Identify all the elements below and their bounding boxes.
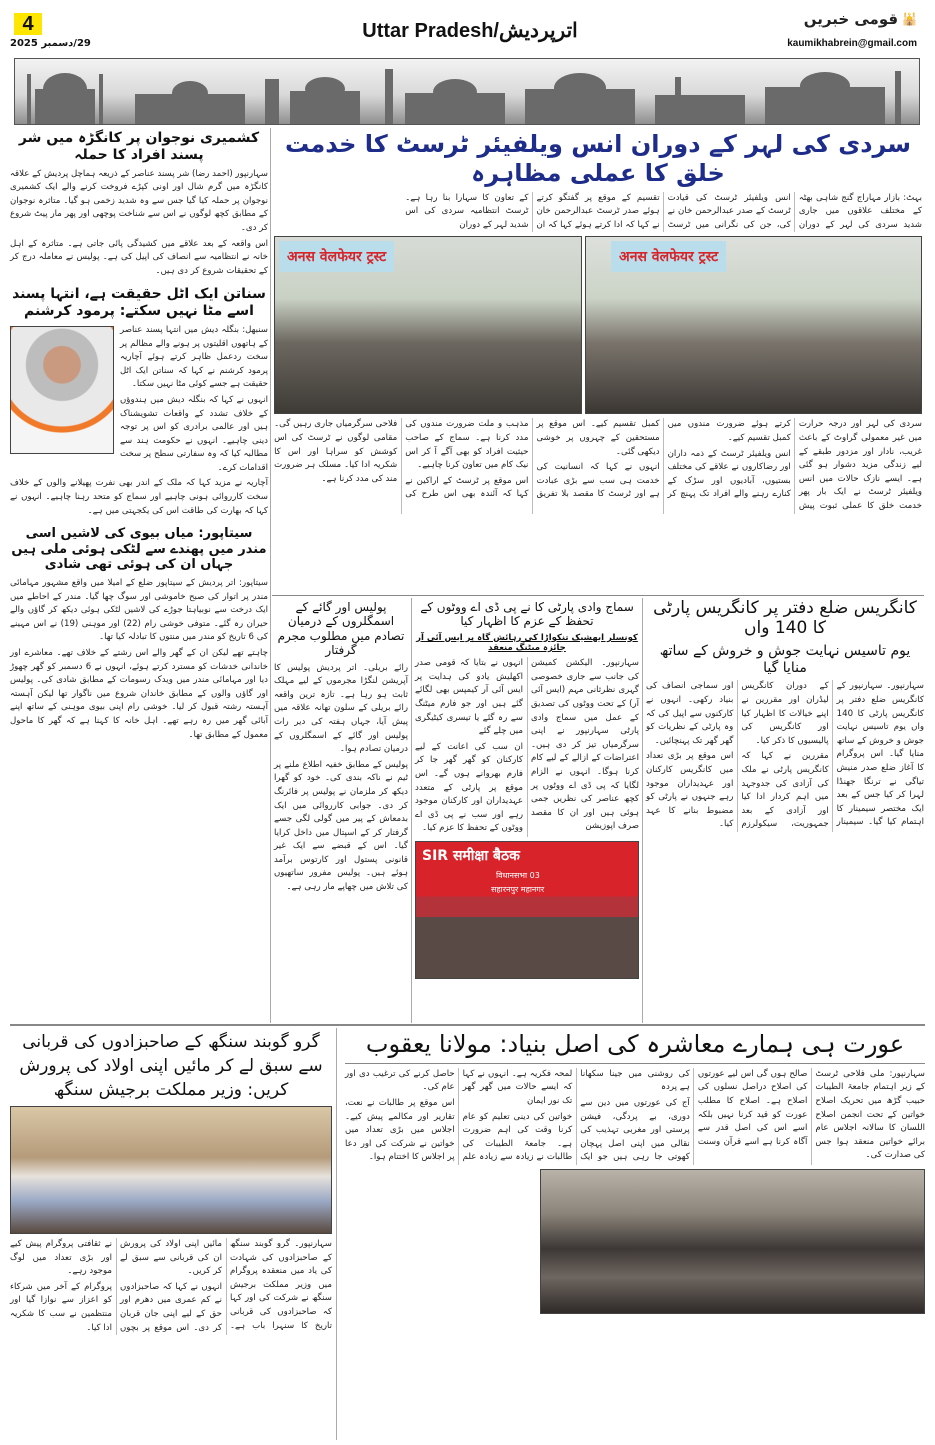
left-column — [10, 130, 268, 744]
paragraph: رائے بریلی۔ اتر پردیش پولیس کا آپریشن لنگڑا مجرموں کے لیے مہلک ثابت ہو رہا ہے۔ تازہ ترین واقعہ رائے بریلی کے سلون تھانہ علاقہ میں پیش آیا، جہاں ہفتہ کی دیر رات پولیس اور گائے کے اسمگلروں کے درمیان تصادم ہوا۔ — [274, 662, 408, 755]
issue-date: 29/دسمبر 2025 — [10, 38, 91, 49]
women-gathering-photo — [540, 1169, 925, 1314]
congress-headline: کانگریس ضلع دفتر پر کانگریس پارٹی کا 140 واں — [653, 598, 917, 639]
sanatan-headline: سناتن ایک اٹل حقیقت ہے، انتہا پسند اسے مٹا نہیں سکتے: پرمود کرشنم — [12, 286, 266, 320]
paragraph: چاہتے تھے لیکن ان کے گھر والے اس رشتے کے خلاف تھے۔ معاشرے اور خاندانی خدشات کو مسترد کرتے ہوئے، انہوں نے 6 دسمبر کو گھر چھوڑ دیا اور مہامائی مندر میں ویدک رسومات کے مطابق شادی کی۔ پولیس اور گاؤں والوں کے مطابق خاندان شروع میں ناگوار تھا لیکن آہستہ آہستہ رشتہ قبول کر لیا۔ خوشی رام اپنی بیوی موہنی کے ساتھ اپنے آبائی گھر میں رہ رہے تھے۔ اہل خانہ کا کہنا ہے کہ گھر کا ماحول معمول کے مطابق تھا۔ — [10, 648, 268, 740]
sp-body — [415, 657, 639, 837]
newspaper-logo — [804, 10, 917, 28]
welfare-body — [274, 418, 922, 513]
paragraph: آچاریہ نے مزید کہا کہ ملک کے اندر بھی نفرت پھیلانے والوں کے خلاف سخت کارروائی ہونی چاہیے اور سماج کو متحد رہنا چاہیے۔ انہوں نے کہا کہ بھارت کی طاقت اس کی یکجہتی میں ہے۔ — [10, 478, 268, 516]
welfare-article — [274, 130, 922, 514]
logo-text: قومی خبریں — [803, 10, 899, 28]
guru-body — [10, 1238, 332, 1335]
kashmir-body — [10, 168, 268, 279]
guru-article — [10, 1030, 332, 1335]
welfare-banner: अनस वेलफेयर ट्रस्ट — [279, 241, 394, 272]
paragraph: مقررین نے کہا کہ کانگریس پارٹی نے ملک کی آزادی کی جدوجہد میں اہم کردار ادا کیا اور آزادی کے بعد جمہوریت، سیکولرزم اور سماجی انصاف کی بنیاد رکھی۔ انہوں نے کارکنوں سے اپیل کی کہ وہ پارٹی کے نظریات کو گھر گھر تک پہنچائیں۔ — [646, 681, 829, 830]
paragraph: سردی کی لہر اور درجہ حرارت میں غیر معمولی گراوٹ کے باعث غریب، نادار اور مزدور طبقے کے لیے زندگی مزید دشوار ہو گئی ہے۔ ایسے نازک حالات میں انس ویلفیئر ٹرسٹ نے ایک بار پھر خدمت خلق کا عملی ثبوت پیش کرتے ہوئے ضرورت مندوں میں کمبل تقسیم کیے۔ — [667, 419, 922, 511]
paragraph: سہارنپور۔ سہارنپور کے کانگریس ضلع دفتر پر کانگریس پارٹی کا 140 واں یوم تاسیس نہایت جوش و خروش کے ساتھ منایا گیا۔ اس پروگرام کا آغاز ضلع صدر منیش تیاگی نے ترنگا جھنڈا لہرا کر کیا جس کے بعد ایک مختصر سیمینار کا اہتمام کیا گیا۔ سیمینار کے دوران کانگریس لیڈران اور مقررین نے اپنے خیالات کا اظہار کیا اور کانگریس کی پالیسیوں کا ذکر کیا۔ — [741, 681, 924, 828]
welfare-photos — [274, 236, 922, 414]
guru-event-photo — [10, 1106, 332, 1234]
paragraph: سنبھل: بنگلہ دیش میں انتہا پسند عناصر کے ہاتھوں اقلیتوں پر ہونے والے مظالم پر سخت ردعمل ظاہر کرتے ہوئے آچاریہ پرمود کرشنم نے کہا کہ سناتن ایک اٹل حقیقت ہے جسے کوئی مٹا نہیں سکتا۔ — [120, 324, 268, 390]
paragraph: سہارنپور۔ گرو گوبند سنگھ کے صاحبزادوں کی شہادت کی یاد میں منعقدہ پروگرام میں وزیر مملکت برجیش سنگھ نے شرکت کی اور کہا کہ صاحبزادوں کی قربانی تاریخ کا سنہرا باب ہے۔ مائیں اپنی اولاد کی پرورش ان کی قربانی سے سبق لے کر کریں۔ — [120, 1239, 332, 1331]
guru-headline: گرو گوبند سنگھ کے صاحبزادوں کی قربانی سے سبق لے کر مائیں اپنی اولاد کی پرورش کریں: وزیر مملکت برجیش سنگھ — [19, 1032, 323, 1100]
congress-subheadline: یوم تاسیس نہایت جوش و خروش کے ساتھ منایا گیا — [659, 642, 911, 676]
paragraph: اس موقع پر ٹرسٹ کے اراکین نے کہا کہ آئندہ بھی اس طرح کی فلاحی سرگرمیاں جاری رہیں گی۔ مقامی لوگوں نے ٹرسٹ کی اس کوشش کو سراہا اور اس کا شکریہ ادا کیا۔ مسلک ہر ضرورت مند کی مدد کرنا ہے۔ — [274, 419, 529, 500]
sir-banner-sub1: विधानसभा 03 — [496, 870, 540, 880]
paragraph: سہارنپور: ملی فلاحی ٹرسٹ کے زیر اہتمام جامعۃ الطیبات حبیب گڑھ میں تحریک اصلاح خواتین کے تحت انجمن اصلاح اللسان کا سالانہ اجلاس عام برائے خواتین منعقد ہوا جس کی صدارت کی۔ — [815, 1068, 925, 1161]
congress-body — [646, 680, 924, 832]
paragraph: سہارنپور (احمد رضا) شر پسند عناصر کے ذریعہ ہماچل پردیش کے علاقہ کانگڑہ میں گرم شال اور اونی کپڑے فروخت کرنے والے ایک کشمیری نوجوان پر حملہ کیا گیا جس سے وہ شدید زخمی ہو گیا۔ متاثرہ نوجوان کے مطابق کچھ لوگوں نے اس سے شناخت پوچھی اور پھر مار پیٹ شروع کر دی۔ — [9, 168, 268, 233]
kashmir-headline: کشمیری نوجوان پر کانگڑہ میں شر پسند افراد کا حملہ — [18, 130, 260, 163]
sitapur-body — [10, 577, 268, 742]
police-headline: پولیس اور گائے کے اسمگلروں کے درمیان تصادم میں مطلوب مجرم گرفتار — [277, 600, 405, 658]
paragraph: اس واقعہ کے بعد علاقے میں کشیدگی پائی جاتی ہے۔ متاثرہ کے اہل خانہ نے انتظامیہ سے انصاف کی اپیل کی ہے۔ پولیس نے معاملہ درج کر کے تحقیقات شروع کر دی ہیں۔ — [10, 238, 268, 276]
paragraph: اس موقع پر طالبات نے نعت، تقاریر اور مکالمے پیش کیے۔ اجلاس میں بڑی تعداد میں خواتین نے شرکت کی اور دعا پر اجلاس کا اختتام ہوا۔ — [345, 1097, 455, 1163]
police-article — [274, 600, 408, 897]
welfare-photo-right — [585, 236, 922, 414]
skyline-banner — [14, 58, 920, 125]
paragraph: پولیس کے مطابق خفیہ اطلاع ملنے پر ٹیم نے ناکہ بندی کی۔ خود کو گھرا دیکھ کر ملزمان نے پولیس پر فائرنگ کر دی۔ جوابی کارروائی میں ایک بدمعاش کے پیر میں گولی لگی جسے گرفتار کر کے اسپتال میں داخل کرایا گیا۔ اس کے قبضے سے ایک غیر قانونی پستول اور کارتوس برآمد ہوئے ہیں۔ پولیس مفرور ساتھیوں کی تلاش میں چھاپے مار رہی ہے۔ — [274, 759, 408, 893]
section-title: Uttar Pradesh/اترپردیش — [362, 20, 578, 42]
dome-logo-icon: 🕌 — [902, 12, 917, 26]
paragraph: صالح ہوں گی اس لیے عورتوں کی اصلاح دراصل نسلوں کی اصلاح ہے۔ اصلاح کا مطلب عورت کو قید کرنا نہیں بلکہ اسے اس کی اصل قدر سے آگاہ کرنا ہے اسے قرآن وسنت کی روشنی میں جینا سکھانا ہے پردہ — [580, 1068, 808, 1147]
welfare-headline: سردی کی لہر کے دوران انس ویلفیئر ٹرسٹ کا خدمت خلق کا عملی مظاہرہ — [284, 130, 912, 187]
sp-headline: سماج وادی پارٹی کا نے پی ڈی اے ووٹوں کے تحفظ کے عزم کا اظہار کیا — [420, 600, 634, 629]
sitapur-headline: سیتاپور: میاں بیوی کی لاشیں اسی مندر میں پھندے سے لٹکی ہوئی ملی ہیں جہاں ان کی ہوئی تھی شادی — [11, 526, 267, 573]
section-divider — [272, 595, 924, 596]
page-number: 4 — [14, 13, 42, 35]
column-divider — [336, 1028, 337, 1440]
column-divider — [642, 598, 643, 1023]
congress-article — [646, 598, 924, 832]
sp-subheadline: کونسلر ابھشیک تنکواڑا کی رہائش گاہ پر ایس آئی آر جائزہ میٹنگ منعقد — [416, 632, 638, 653]
paragraph: خواتین کی دینی تعلیم کو عام کرنا وقت کی اہم ضرورت ہے۔ جامعۃ الطیبات کی طالبات نے زیادہ سے زیادہ علم حاصل کرنے کی ترغیب دی اور عام کی۔ — [345, 1068, 573, 1163]
paragraph: انہوں نے بتایا کہ قومی صدر اکھلیش یادو کی ہدایت پر ایس آئی آر کیمپس بھی لگائے گئے ہیں اور جو فارم میٹنگ سے رہ گئے یا تیسری کیٹیگری میں چلے گئے — [415, 658, 523, 737]
police-body — [274, 662, 408, 895]
contact-email[interactable]: kaumikhabrein@gmail.com — [787, 38, 917, 49]
paragraph: ان سب کی اعانت کے لیے کارکنان کو گھر گھر جا کر فارم بھروانے ہوں گے۔ اس موقع پر پارٹی کے متعدد عہدیداران اور کارکنان موجود رہے اور سب نے پی ڈی اے ووٹوں کے تحفظ کا عزم کیا۔ — [415, 741, 523, 834]
welfare-intro — [274, 192, 922, 233]
sir-banner-sub2: सहारनपुर महानगर — [491, 884, 545, 894]
women-article — [345, 1030, 925, 1314]
paragraph: سیتاپور: اتر پردیش کے سیتاپور ضلع کے امیلا میں واقع مشہور مہامائی مندر پر اتوار کی صبح خاموشی اور سوگ چھا گیا۔ مندر کے احاطے میں ایک درخت سے نوبیاہتا جوڑے کی لاشیں لٹکی ہوئی دیکھ کر گاؤں والے حیران رہ گئے۔ متوفی خوشی رام (22) اور موہنی (19) نے اس مہینے کی 6 تاریخ کو مندر میں منتوں کا تبادلہ کیا تھا۔ — [10, 578, 268, 643]
monuments-illustration — [15, 59, 919, 124]
masthead — [0, 0, 935, 58]
paragraph: انس ویلفیئر ٹرسٹ کے ذمہ داران اور رضاکاروں نے علاقے کی مختلف بستیوں، آبادیوں اور سڑک کے کنارے رہنے والے افراد تک پہنچ کر کمبل تقسیم کیے۔ اس موقع پر مستحقین کے چہروں پر خوشی دیکھی گئی۔ — [536, 419, 791, 500]
paragraph: بہٹ: بازار مہاراج گنج شاہی بھٹہ کے مختلف علاقوں میں جاری شدید سردی کی لہر کے دوران انس ویلفیئر ٹرسٹ کی قیادت ٹرسٹ کے صدر عبدالرحمن خان نے کی، جن کی نگرانی میں ٹرسٹ تقسیم کے موقع پر گفتگو کرتے ہوئے صدر ٹرسٹ عبدالرحمن خان نے کہا کہ ادا کرتے ہوئے کہا کہ ان کے تعاون کا سہارا بنا رہا ہے۔ ٹرسٹ انتظامیہ سردی کی اس شدید لہر کے دوران — [405, 192, 922, 230]
headline-underline — [345, 1063, 925, 1064]
sp-meeting-photo — [415, 841, 639, 979]
paragraph: انہوں نے کہا کہ صاحبزادوں نے کم عمری میں دھرم اور حق کے لیے اپنی جان قربان کر دی۔ اس موقع پر بچوں نے ثقافتی پروگرام پیش کیے اور بڑی تعداد میں لوگ موجود رہے۔ — [10, 1239, 222, 1333]
women-body — [345, 1068, 925, 1165]
section-divider — [10, 1024, 925, 1026]
paragraph: پروگرام کے آخر میں شرکاء کو اعزاز سے نوازا گیا اور منتظمین نے سب کا شکریہ ادا کیا۔ — [10, 1281, 112, 1333]
column-divider — [411, 598, 412, 1023]
paragraph: سہارنپور۔ الیکشن کمیشن کی جانب سے جاری خصوصی گہری نظرثانی مہم (ایس آئی آر) کے تحت ووٹوں کی تصدیق کے عمل میں سماج وادی پارٹی سہارنپور نے اپنی سرگرمیاں تیز کر دی ہیں۔ اعتراضات کے ازالے کے لیے کام کرنا ہوگا۔ انہوں نے الزام لگایا کہ پی ڈی اے ووٹوں پر کچھ عناصر کی نظریں جمی ہوئی ہیں اور ان کا مقصد صرف اپوزیشن — [531, 658, 639, 832]
welfare-banner: अनस वेलफेयर ट्रस्ट — [611, 241, 726, 272]
sp-article — [415, 600, 639, 979]
column-divider — [270, 128, 271, 1023]
women-headline: عورت ہی ہمارے معاشرہ کی اصل بنیاد: مولانا یعقوب — [365, 1030, 905, 1058]
paragraph: آج کی عورتوں میں دین سے دوری، بے پردگی، فیشن پرستی اور مغربی تہذیب کی نقالی میں اپنی اصل پہچان کھوتی جا رہی ہیں جو ایک لمحہ فکریہ ہے۔ انہوں نے کہا کہ ایسے حالات میں گھر گھر تک نور ایمان — [462, 1068, 690, 1163]
sanatan-body — [10, 324, 268, 518]
sir-banner-title: SIR समीक्षा बैठक — [422, 847, 520, 864]
welfare-photo-left — [274, 236, 582, 414]
pramod-krishnam-portrait — [10, 326, 114, 454]
paragraph: انہوں نے کہا کہ انسانیت کی خدمت ہی سب سے بڑی عبادت ہے اور ٹرسٹ کا مقصد بلا تفریق مذہب و ملت ضرورت مندوں کی مدد کرنا ہے۔ سماج کے صاحب حیثیت افراد کو بھی آگے آ کر اس نیک کام میں تعاون کرنا چاہیے۔ — [405, 419, 660, 500]
paragraph: اس موقع پر بڑی تعداد میں کانگریس کارکنان اور عہدیداران موجود رہے جنہوں نے پارٹی کو مضبوط بنانے کا عہد کیا۔ — [646, 751, 734, 830]
paragraph: انہوں نے کہا کہ بنگلہ دیش میں ہندوؤں کے خلاف تشدد کے واقعات تشویشناک ہیں اور عالمی برادری کو اس پر توجہ دینی چاہیے۔ انہوں نے حکومت ہند سے مطالبہ کیا کہ وہ سفارتی سطح پر سخت اقدامات کرے۔ — [120, 394, 268, 473]
